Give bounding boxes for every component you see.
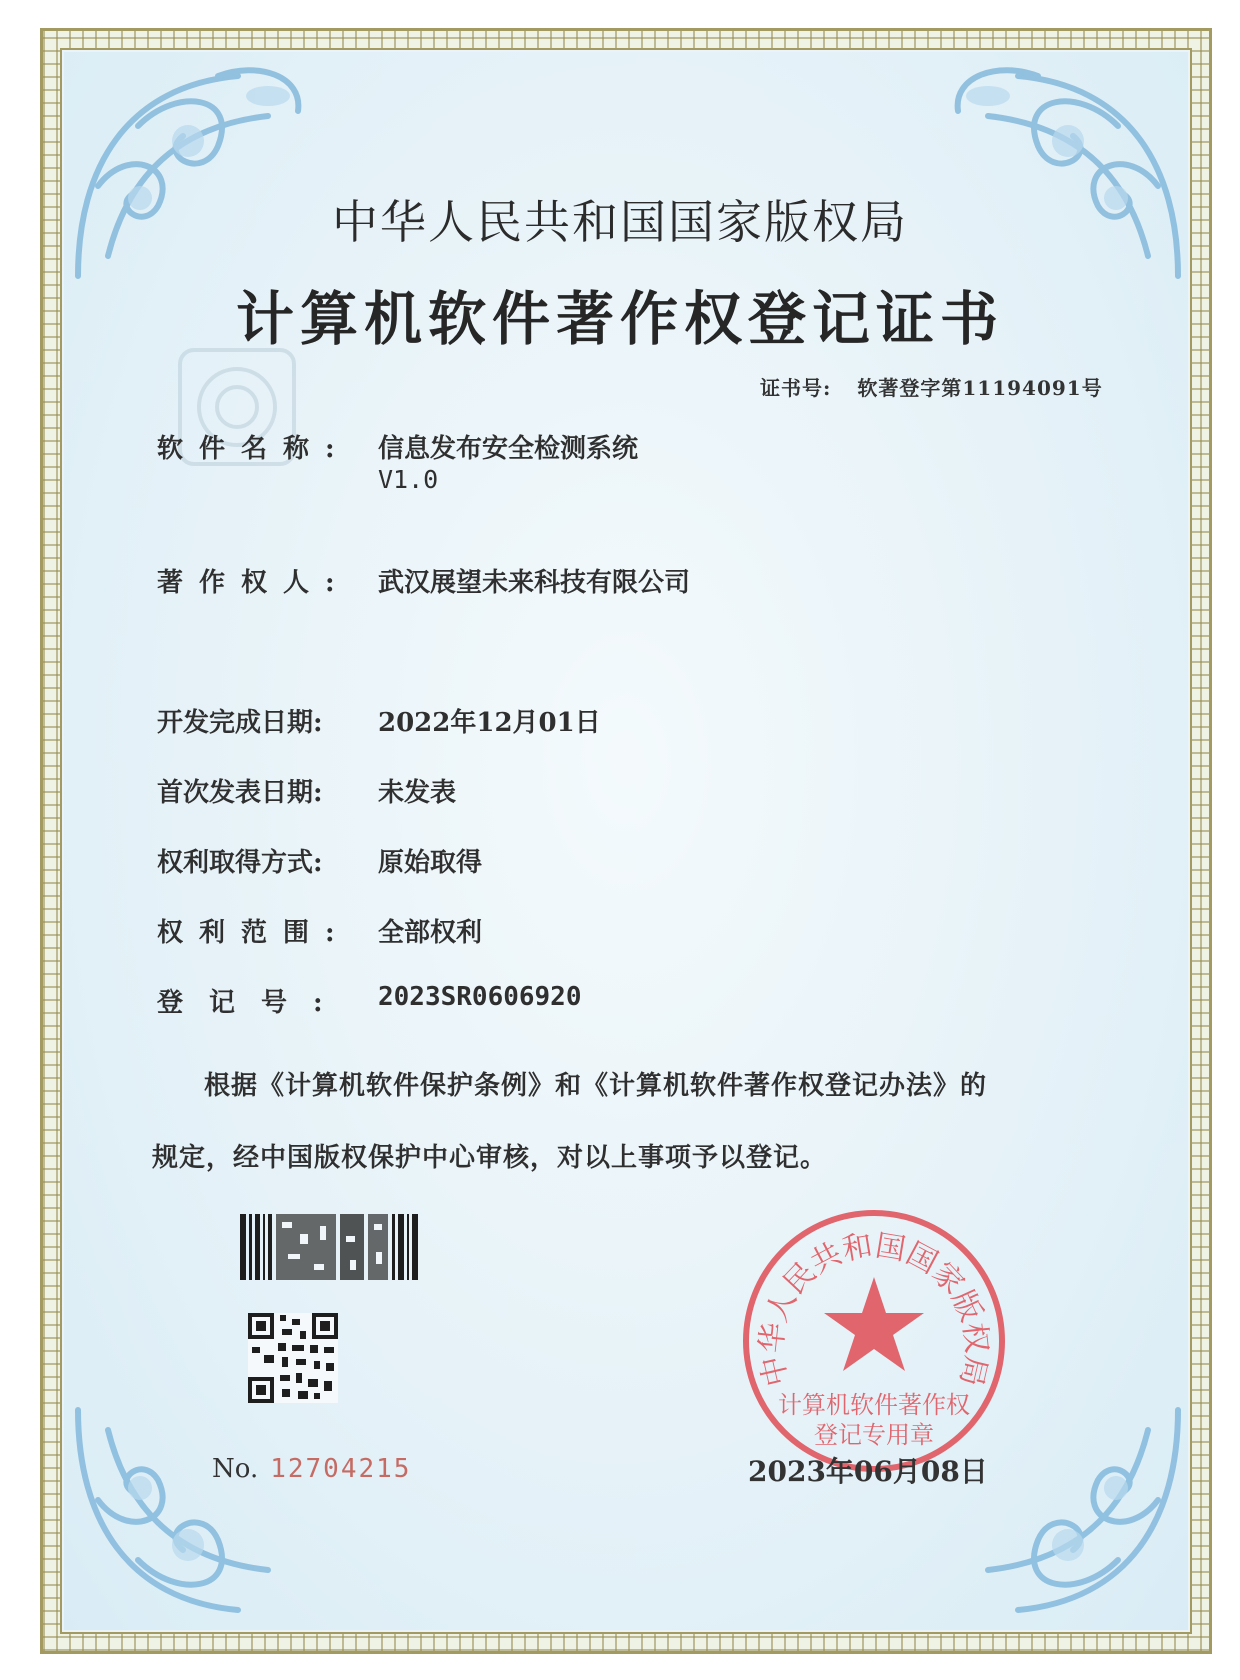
issuing-agency: 中华人民共和国国家版权局: [332, 195, 908, 249]
owner-label: 著作权人:: [157, 568, 351, 598]
certificate-number: [760, 372, 1103, 401]
serial-label: No.: [212, 1454, 259, 1484]
software-name-value: [378, 428, 638, 495]
field-acquisition-method: [157, 842, 483, 879]
scope-value: 全部权利: [378, 918, 483, 948]
official-seal-stamp: [738, 1205, 1010, 1477]
field-rights-scope: [157, 912, 483, 949]
scope-label: 权利范围:: [157, 918, 351, 948]
acquire-label: 权利取得方式:: [157, 848, 323, 878]
acquire-value: 原始取得: [378, 848, 483, 878]
dev-date-value: 2022年12月01日: [378, 708, 601, 738]
reg-no-value: 2023SR0606920: [378, 982, 582, 1012]
certificate-title: 计算机软件著作权登记证书: [235, 285, 1004, 353]
barcode-icon: [240, 1214, 418, 1280]
serial-value: 12704215: [270, 1454, 412, 1484]
software-name-label: 软件名称:: [157, 434, 351, 464]
software-name-line1: 信息发布安全检测系统: [378, 434, 639, 464]
software-name-line2: V1.0: [378, 465, 439, 494]
svg-text:中华人民共和国国家版权局: 中华人民共和国国家版权局: [754, 1228, 994, 1390]
certificate-number-label: 证书号:: [760, 376, 832, 400]
field-first-publication-date: [157, 772, 457, 809]
field-registration-number: [157, 982, 582, 1019]
field-software-name: [157, 428, 639, 494]
statement-line-1: 根据《计算机软件保护条例》和《计算机软件著作权登记办法》的: [204, 1071, 988, 1101]
dev-date-label: 开发完成日期:: [157, 708, 323, 738]
corner-ornament-top-right: [938, 56, 1188, 296]
field-dev-date: [157, 702, 601, 739]
corner-ornament-top-left: [68, 56, 318, 296]
serial-number: [212, 1454, 411, 1484]
svg-text:计算机软件著作权: 计算机软件著作权: [778, 1391, 970, 1419]
qr-code-icon: [248, 1313, 338, 1403]
svg-text:登记专用章: 登记专用章: [814, 1421, 934, 1449]
certificate-number-value: 软著登字第11194091号: [857, 376, 1103, 400]
reg-no-label: 登记号:: [157, 988, 349, 1018]
pub-date-label: 首次发表日期:: [157, 778, 323, 808]
statement-line-2: 规定，经中国版权保护中心审核，对以上事项予以登记。: [152, 1143, 828, 1173]
owner-value: 武汉展望未来科技有限公司: [378, 568, 691, 598]
issue-date: 2023年06月08日: [748, 1455, 988, 1488]
pub-date-value: 未发表: [378, 778, 457, 808]
field-copyright-owner: [157, 562, 691, 599]
corner-ornament-bottom-left: [68, 1390, 318, 1630]
